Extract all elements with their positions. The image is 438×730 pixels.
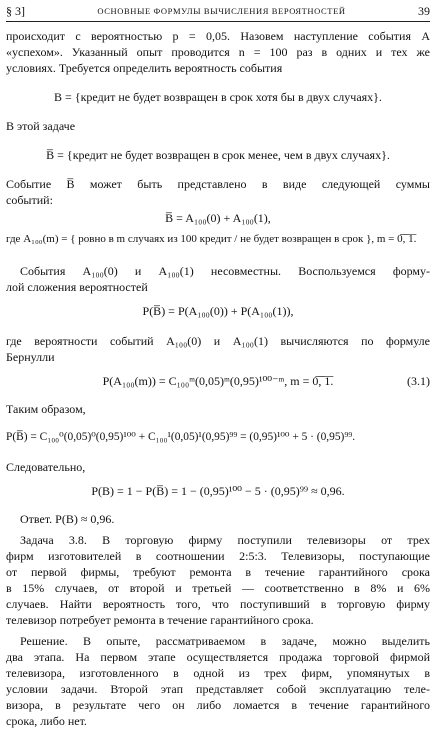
page-number: 39 <box>418 3 430 18</box>
text-line: от первой фирмы, требуют ремонта в течение гарантийного срока <box>6 565 430 579</box>
text-line: два этапа. На первом этапе осуществляется продажа торговой фирмой <box>6 650 430 664</box>
formula-bernoulli: P(A₁₀₀(m)) = C₁₀₀ᵐ(0,05)ᵐ(0,95)¹⁰⁰⁻ᵐ, m = 0̅,̅ ̅1̅. <box>102 374 334 388</box>
running-title: ОСНОВНЫЕ ФОРМУЛЫ ВЫЧИСЛЕНИЯ ВЕРОЯТНОСТЕЙ <box>97 5 346 16</box>
formula-result: P(B) = 1 − P(B̅) = 1 − (0,95)¹⁰⁰ − 5 · (0,95)⁹⁹ ≈ 0,96. <box>91 484 345 498</box>
solution-line: Решение. В опыте, рассматриваемом в задаче, можно выделить <box>20 634 430 648</box>
formula-sum: B̅ = A₁₀₀(0) + A₁₀₀(1), <box>165 211 271 225</box>
text-line: случаев. Найти вероятность того, что поступивший в торговую фирму <box>6 597 430 611</box>
text-line: В этой задаче <box>6 119 76 133</box>
formula-event-b: B = {кредит не будет возвращен в срок хотя бы в двух случаях}. <box>54 90 382 104</box>
text-line: событий: <box>6 193 53 207</box>
text-line: Бернулли <box>6 350 55 364</box>
equation-number: (3.1) <box>407 374 430 388</box>
text-line: происходит с вероятностью p = 0,05. Назовем наступление события A <box>6 29 430 43</box>
text-line: Таким образом, <box>6 402 86 416</box>
running-header <box>6 3 430 22</box>
text-line: срока, либо нет. <box>6 714 87 728</box>
text-line: лой сложения вероятностей <box>6 280 148 294</box>
text-line: визора, в результате чего он либо ломается в течение гарантийного <box>6 698 430 712</box>
formula-computation: P(B̅) = C₁₀₀⁰(0,05)⁰(0,95)¹⁰⁰ + C₁₀₀¹(0,05)¹(0,95)⁹⁹ = (0,95)¹⁰⁰ + 5 · (0,95)⁹⁹. <box>6 431 356 443</box>
text-line: где вероятности событий A₁₀₀(0) и A₁₀₀(1) вычисляются по формуле <box>6 334 430 348</box>
text-line: условии задачи. Второй этап представляет собой эксплуатацию теле- <box>6 682 430 696</box>
formula-addition: P(B̅) = P(A₁₀₀(0)) + P(A₁₀₀(1)), <box>142 304 294 318</box>
formula-definition: где A₁₀₀(m) = { ровно в m случаях из 100 кредит / не будет возвращен в срок }, m = 0̅,̅ ̅1̅. <box>6 233 417 245</box>
text-line: Следовательно, <box>6 460 86 474</box>
text-line: События A₁₀₀(0) и A₁₀₀(1) несовместны. Воспользуемся форму- <box>20 264 430 278</box>
answer-line: Ответ. P(B) ≈ 0,96. <box>20 512 115 526</box>
text-line: в 15% случаев, от второй и третьей — соответственно в 8% и 6% <box>6 581 430 595</box>
text-line: телевизора, изготовленного в одной из трех фирм, упомянутых в <box>6 666 430 680</box>
text-line: «успехом». Указанный опыт проводится n = 100 раз в одних и тех же <box>6 45 430 59</box>
text-line: телевизор потребует ремонта в течение гарантийного срока. <box>6 613 314 627</box>
section-ref: § 3] <box>6 3 25 18</box>
problem-statement: Задача 3.8. В торговую фирму поступили телевизоры от трех <box>20 533 430 547</box>
text-line: фирм изготовителей в соотношении 2:5:3. Телевизоры, поступающие <box>6 549 430 563</box>
formula-event-b-complement: B̅ = {кредит не будет возвращен в срок менее, чем в двух случаях}. <box>46 148 390 162</box>
text-line: условиях. Требуется определить вероятность события <box>6 61 283 75</box>
text-line: Событие B̅ может быть представлено в виде следующей суммы <box>6 177 430 191</box>
